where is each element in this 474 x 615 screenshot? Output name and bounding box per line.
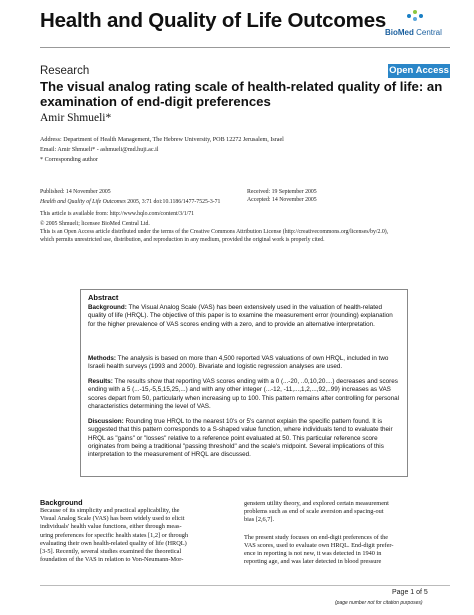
journal-header: [0, 0, 474, 44]
abstract-methods-text: The analysis is based on more than 4,500 reported VAS valuations of own HRQL, included in two Israeli health surveys (1993 and 2000). Bivariate and logistic regression analyses are used.: [88, 355, 389, 371]
copyright-line: © 2005 Shmueli; licensee BioMed Central Ltd.: [40, 221, 150, 227]
published-date: Published: 14 November 2005: [40, 189, 111, 195]
abstract-background-label: Background:: [88, 304, 127, 311]
body-line: foundation of the VAS in relation to Von-Neumann-Mor-: [40, 556, 184, 564]
footer-divider: [40, 585, 450, 586]
open-access-badge: Open Access: [389, 65, 449, 76]
affiliation: Address: Department of Health Management, The Hebrew University, POB 12272 Jerusalem, Israel: [40, 137, 284, 143]
abstract-results: [88, 378, 400, 411]
license-terms-line: which permits unrestricted use, distribution, and reproduction in any medium, provided the original work is properly cited.: [40, 236, 325, 243]
body-column-right: [244, 500, 444, 566]
header-divider: [40, 47, 450, 48]
abstract-methods-label: Methods:: [88, 355, 116, 362]
accepted-date: Accepted: 14 November 2005: [247, 197, 317, 203]
body-line: reporting age, and was later detected in blood pressure: [244, 558, 382, 566]
abstract-discussion: [88, 418, 400, 459]
copyright-notice: [40, 221, 450, 244]
body-line: ence in reporting is not new, it was detected in 1940 in: [244, 550, 382, 558]
body-line: genstern utility theory, and explored certain measurement: [244, 500, 389, 507]
abstract-methods: [88, 355, 400, 372]
citation-details: 2005, 3:71 doi:10.1186/1477-7525-3-71: [125, 199, 221, 205]
biomed-central-logo: [385, 14, 447, 42]
citation-journal: Health and Quality of Life Outcomes: [40, 199, 126, 205]
body-column-left: [40, 498, 240, 564]
abstract-background: [88, 304, 400, 329]
body-line: problems such as end of scale aversion and spacing-out: [244, 508, 384, 516]
abstract-discussion-text: Rounding true HRQL to the nearest 10's or 5's cannot explain the specific pattern found. It is suggested that this pattern corresponds to a S-shaped value function, where individuals tend to evaluate their HRQL as "gains" or "losses" relative to a reference point evaluated at 50. This particular reference score originates from being a traditional "passing threshold" and the scale's midpoint. Several implications of this interpretation to the measurement of HRQL are discussed.: [88, 418, 393, 459]
body-line: bias [2,6,7].: [244, 516, 275, 524]
body-line: Because of its simplicity and practical applicability, the: [40, 507, 180, 514]
logo-text-biomed: BioMed: [385, 28, 414, 37]
abstract-heading: Abstract: [88, 293, 119, 302]
journal-title: Health and Quality of Life Outcomes: [40, 9, 387, 32]
background-heading: Background: [40, 498, 83, 507]
body-line: The present study focuses on end-digit preferences of the: [244, 533, 389, 541]
author-list: Amir Shmueli*: [40, 112, 112, 124]
author-email[interactable]: Email: Amir Shmueli* - ashmueli@md.huji.ac.il: [40, 147, 159, 153]
citation-line: [40, 199, 220, 205]
body-line: uring preferences for specific health states [1,2] or through: [40, 531, 189, 539]
body-line: evaluating their own health-related quality of life (HRQL): [40, 539, 187, 547]
body-line: individuals' health value functions, either through meas-: [40, 523, 182, 531]
abstract-results-text: The results show that reporting VAS scores ending with a 0 (...-20, ..0,10,20....) decreases and scores ending with a 5 (...-15,-5,5,15,25,...) and with any other integer (...-12, -11,...,1,2,...,92,..99) increases as VAS scores depart from 50, particularly when increasing up to 100. This pattern remains after controlling for personal characteristics determining the level of VAS.: [88, 378, 400, 410]
page-number-note: (page number not for citation purposes): [335, 600, 423, 606]
received-date: Received: 19 September 2005: [247, 189, 317, 195]
body-line: Visual Analog Scale (VAS) has been widely used to elicit: [40, 515, 185, 523]
abstract-discussion-label: Discussion:: [88, 418, 124, 425]
article-title: The visual analog rating scale of health-related quality of life: an examination of end-digit preferences: [40, 79, 443, 109]
body-line: [3-5]. Recently, several studies examined the theoretical: [40, 548, 182, 556]
abstract-background-text: The Visual Analog Scale (VAS) has been extensively used in the valuation of health-related quality of life (HRQL). The objective of this paper is to examine the measurement error (rounding) explanation for the higher prevalence of VAS scores ending with a zero, and to provide an alternative interpretation.: [88, 304, 393, 328]
logo-text-central: Central: [413, 28, 442, 37]
corresponding-note: * Corresponding author: [40, 157, 98, 163]
license-line[interactable]: This is an Open Access article distributed under the terms of the Creative Commons Attribution License (http://creativecommons.org/licenses/by/2.0),: [40, 228, 389, 235]
body-line: VAS scores, used to evaluate own HRQL. End-digit prefer-: [244, 541, 394, 549]
article-url[interactable]: This article is available from: http://www.hqlo.com/content/3/1/71: [40, 211, 195, 217]
abstract-results-label: Results:: [88, 378, 113, 385]
section-label: Research: [40, 65, 90, 77]
page-number: Page 1 of 5: [392, 589, 428, 596]
